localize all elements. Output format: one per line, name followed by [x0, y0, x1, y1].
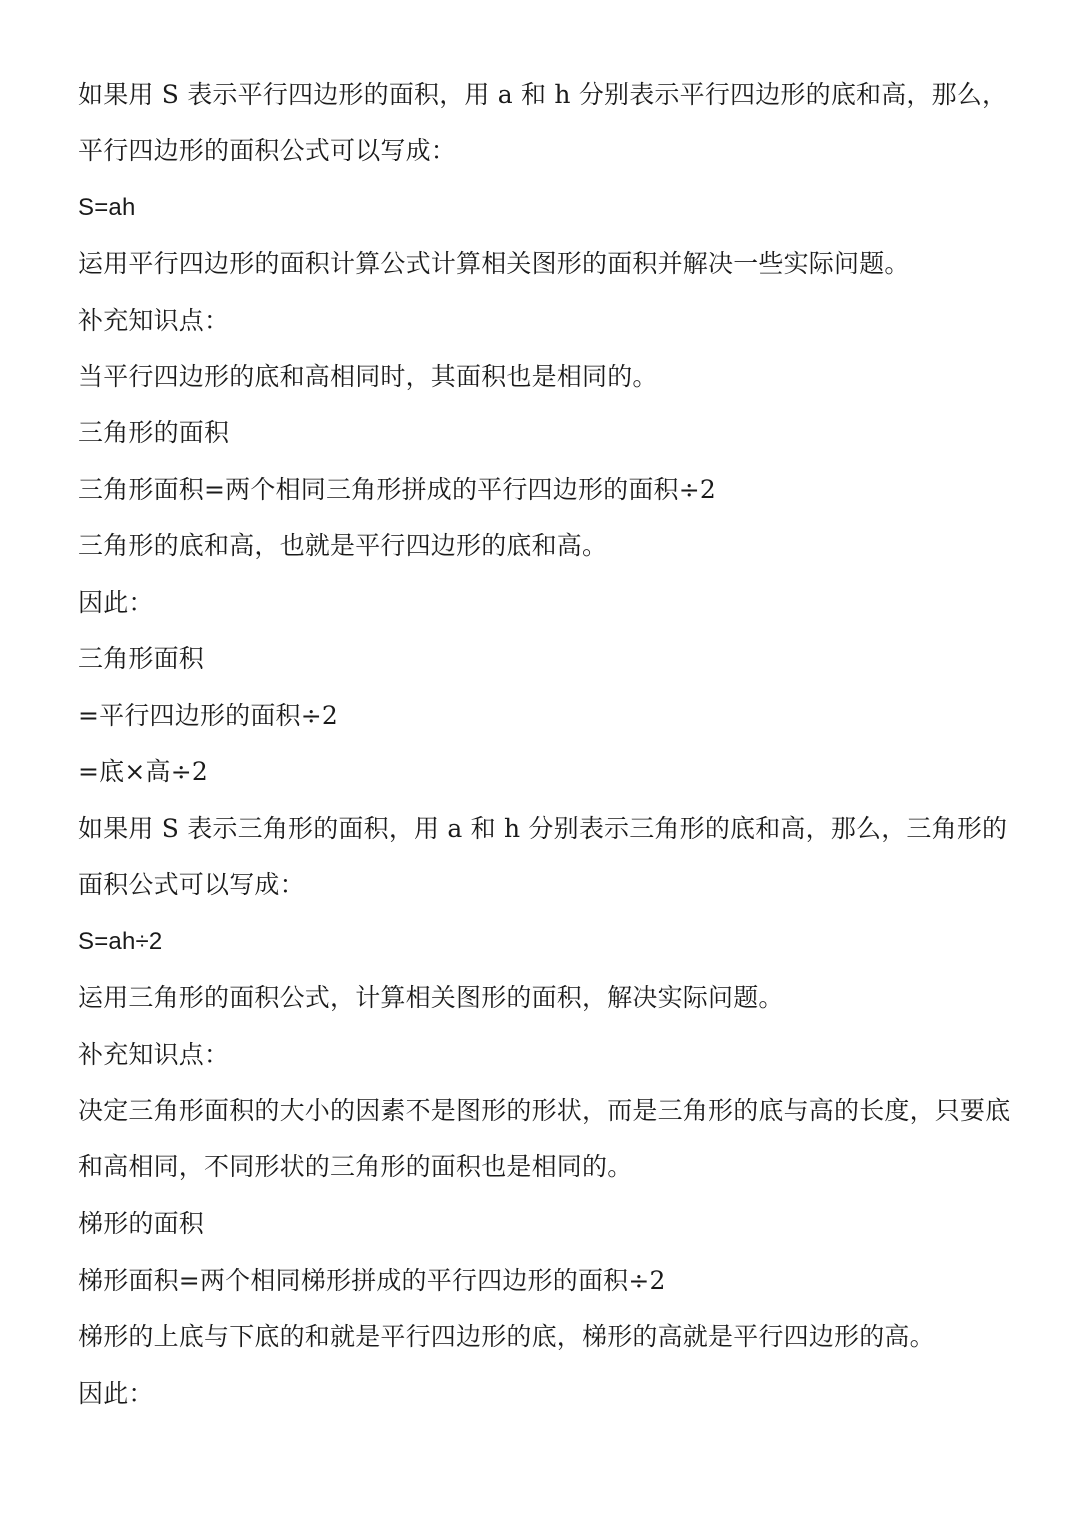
paragraph-parallelogram-application: 运用平行四边形的面积计算公式计算相关图形的面积并解决一些实际问题。 — [78, 249, 910, 278]
formula-parallelogram: S=ah — [78, 194, 136, 221]
paragraph-triangle-application: 运用三角形的面积公式，计算相关图形的面积，解决实际问题。 — [78, 983, 784, 1012]
heading-supplementary-2: 补充知识点： — [78, 1040, 230, 1069]
heading-trapezoid-area: 梯形的面积 — [78, 1209, 205, 1238]
paragraph-triangle-formula-intro: 如果用 S 表示三角形的面积，用 a 和 h 分别表示三角形的底和高，那么，三角形的面积公式可以写成： — [78, 814, 1008, 899]
paragraph-triangle-area-derivation: 三角形面积=两个相同三角形拼成的平行四边形的面积÷2 — [78, 475, 717, 504]
paragraph-therefore-2: 因此： — [78, 1379, 154, 1408]
paragraph-triangle-base-height: 三角形的底和高，也就是平行四边形的底和高。 — [78, 531, 608, 560]
paragraph-triangle-same-area: 决定三角形面积的大小的因素不是图形的形状，而是三角形的底与高的长度，只要底和高相同，不同形状的三角形的面积也是相同的。 — [78, 1096, 1011, 1181]
paragraph-parallelogram-formula-intro: 如果用 S 表示平行四边形的面积，用 a 和 h 分别表示平行四边形的底和高，那么，平行四边形的面积公式可以写成： — [78, 80, 1008, 165]
paragraph-parallelogram-same-area: 当平行四边形的底和高相同时，其面积也是相同的。 — [78, 362, 658, 391]
equation-step-2: =底×高÷2 — [78, 757, 208, 786]
heading-supplementary-1: 补充知识点： — [78, 306, 230, 335]
paragraph-trapezoid-area-derivation: 梯形面积=两个相同梯形拼成的平行四边形的面积÷2 — [78, 1266, 666, 1295]
equation-step-1: =平行四边形的面积÷2 — [78, 701, 339, 730]
paragraph-triangle-area-label: 三角形面积 — [78, 644, 205, 673]
paragraph-trapezoid-base-height: 梯形的上底与下底的和就是平行四边形的底，梯形的高就是平行四边形的高。 — [78, 1322, 935, 1351]
paragraph-therefore-1: 因此： — [78, 588, 154, 617]
formula-triangle: S=ah÷2 — [78, 928, 163, 955]
heading-triangle-area: 三角形的面积 — [78, 418, 230, 447]
